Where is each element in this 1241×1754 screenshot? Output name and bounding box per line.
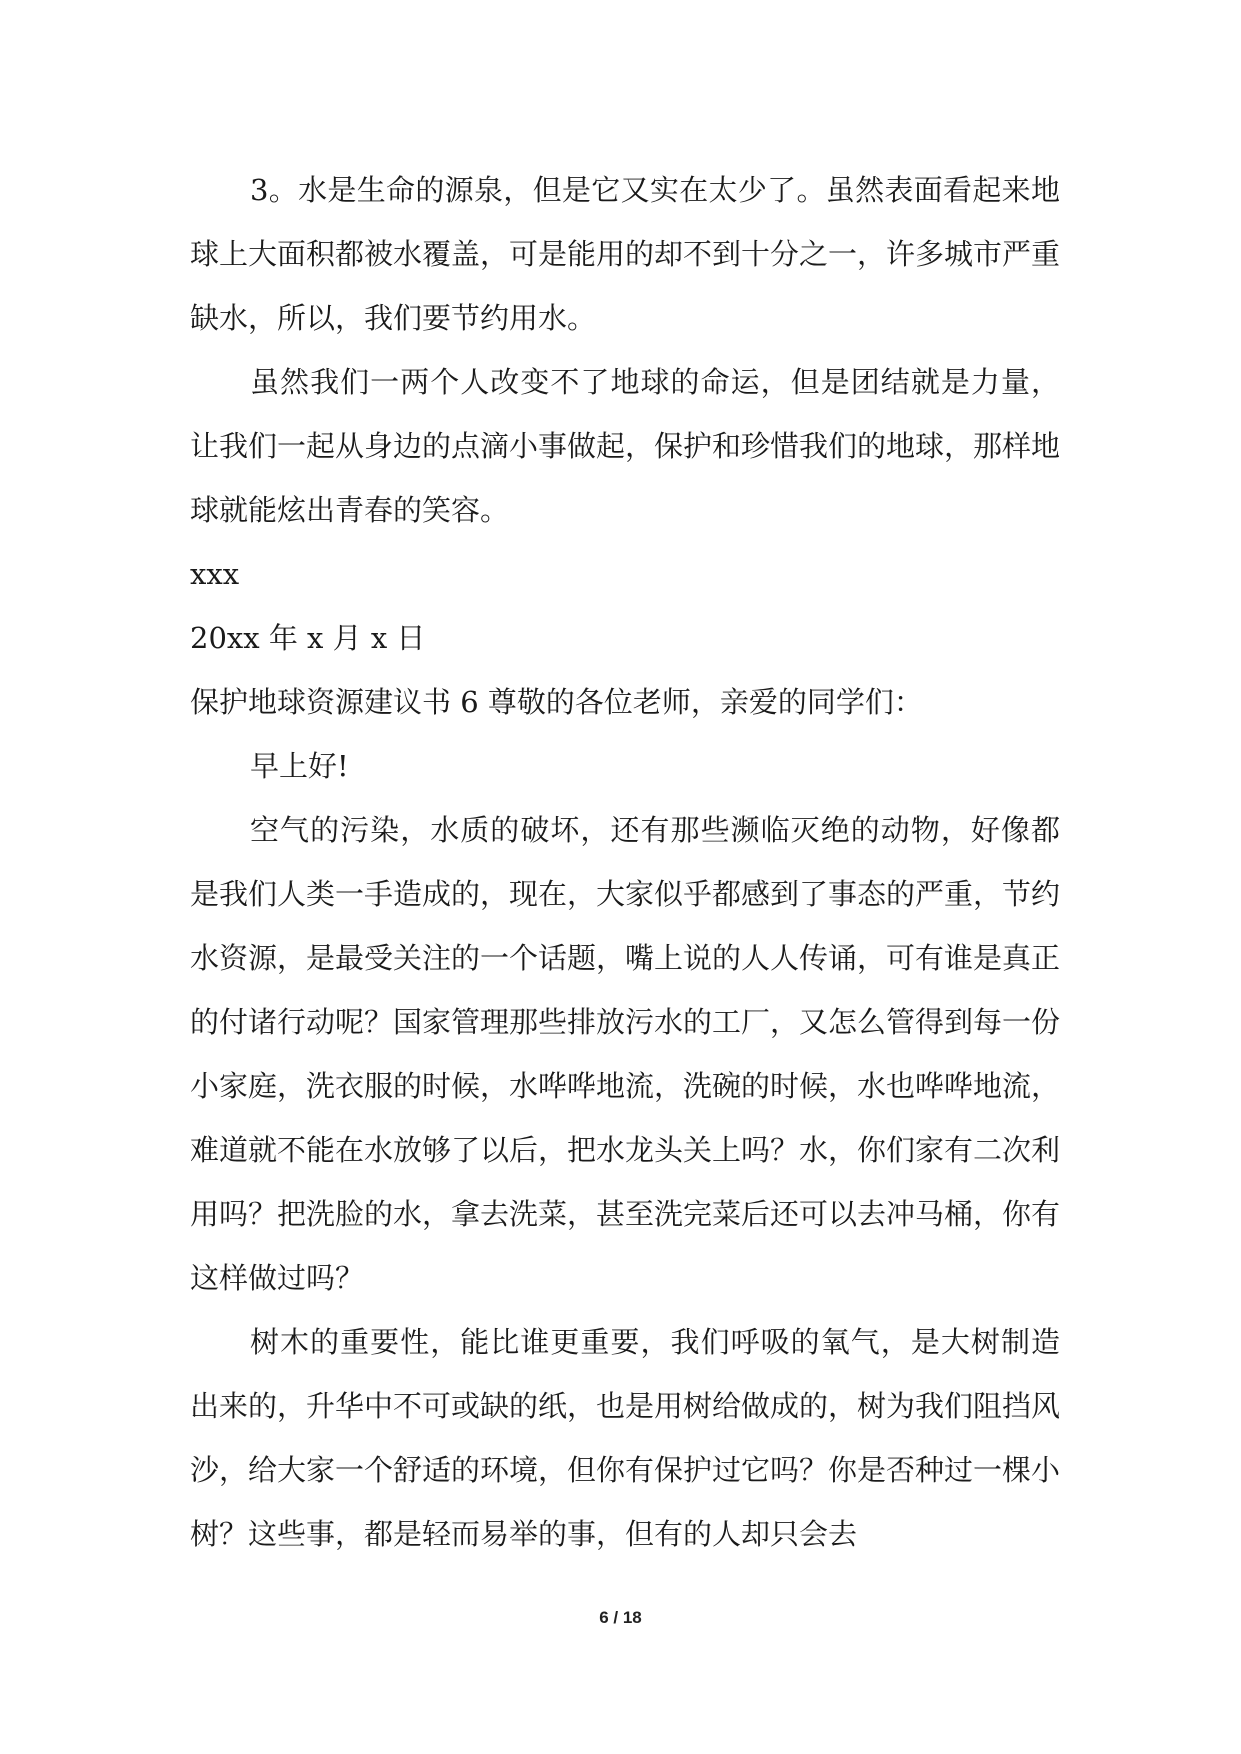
page-number: 6 / 18 [599,1608,642,1627]
paragraph-greeting: 早上好! [250,749,349,783]
paragraph-pollution: 空气的污染，水质的破坏，还有那些濒临灭绝的动物，好像都是我们人类一手造成的，现在，大家似乎都感到了事态的严重，节约水资源，是最受关注的一个话题，嘴上说的人人传诵，可有谁是真正的付诸行动呢？国家管理那些排放污水的工厂，又怎么管得到每一份小家庭，洗衣服的时候，水哗哗地流，洗碗的时候，水也哗哗地流，难道就不能在水放够了以后，把水龙头关上吗？水，你们家有二次利用吗？把洗脸的水，拿去洗菜，甚至洗完菜后还可以去冲马桶，你有这样做过吗？ [190,813,1061,1295]
paragraph-unity: 虽然我们一两个人改变不了地球的命运，但是团结就是力量，让我们一起从身边的点滴小事做起，保护和珍惜我们的地球，那样地球就能炫出青春的笑容。 [190,365,1061,527]
paragraph-water-source: 3。水是生命的源泉，但是它又实在太少了。虽然表面看起来地球上大面积都被水覆盖，可是能用的却不到十分之一，许多城市严重缺水，所以，我们要节约用水。 [190,173,1061,335]
document-body [190,158,1060,1566]
paragraph-trees: 树木的重要性，能比谁更重要，我们呼吸的氧气，是大树制造出来的，升华中不可或缺的纸，也是用树给做成的，树为我们阻挡风沙，给大家一个舒适的环境，但你有保护过它吗？你是否种过一棵小树？这些事，都是轻而易举的事，但有的人却只会去 [190,1325,1061,1551]
section-heading-salutation: 保护地球资源建议书 6 尊敬的各位老师，亲爱的同学们： [190,685,923,719]
signature-date: 20xx 年 x 月 x 日 [190,621,426,655]
signature-name: xxx [190,557,240,591]
